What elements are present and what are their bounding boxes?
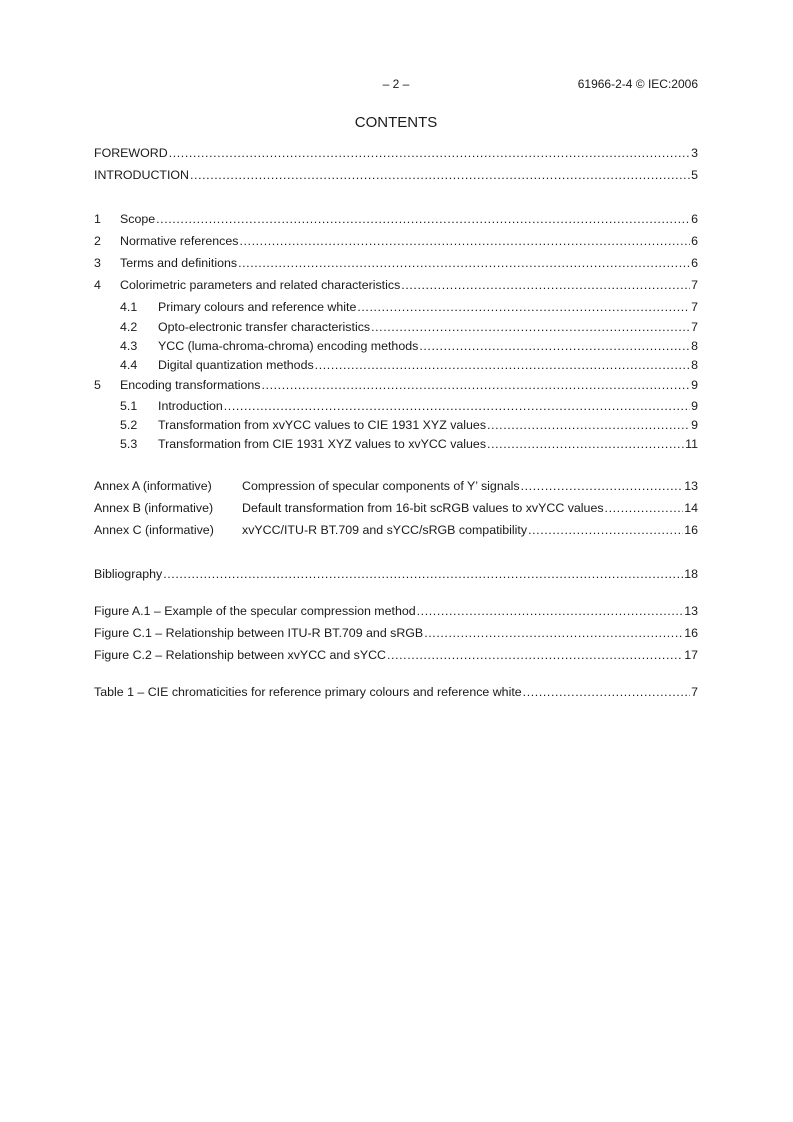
dot-leader: [417, 603, 684, 619]
dot-leader: [169, 145, 690, 161]
toc-entry-number: 4: [94, 278, 101, 292]
dot-leader: [521, 478, 684, 494]
dot-leader: [487, 417, 690, 433]
toc-entry-label: Terms and definitions: [120, 256, 238, 270]
page-number: – 2 –: [382, 77, 410, 91]
toc-entry-annex[interactable]: [94, 478, 698, 494]
dot-leader: [424, 625, 683, 641]
toc-entry-clause[interactable]: [94, 277, 698, 293]
dot-leader: [156, 211, 690, 227]
toc-entry-figure[interactable]: [94, 647, 698, 663]
toc-entry-label: Default transformation from 16-bit scRGB values to xvYCC values: [242, 501, 604, 515]
toc-entry-annex[interactable]: [94, 500, 698, 516]
toc-entry-page: 7: [691, 320, 698, 334]
dot-leader: [262, 377, 691, 393]
dot-leader: [528, 522, 683, 538]
toc-entry-label: Digital quantization methods: [158, 358, 314, 372]
dot-leader: [315, 357, 690, 373]
toc-entry-page: 8: [691, 339, 698, 353]
toc-entry-figure[interactable]: [94, 603, 698, 619]
toc-entry-page: 13: [684, 604, 698, 618]
page-title: CONTENTS: [354, 114, 438, 131]
toc-entry-number: 5.1: [120, 399, 138, 413]
toc-entry-label: Primary colours and reference white: [158, 300, 357, 314]
toc-entry-label: xvYCC/ITU-R BT.709 and sYCC/sRGB compatibility: [242, 523, 528, 537]
page-header: [94, 77, 698, 93]
toc-entry-number: 5: [94, 378, 101, 392]
toc-entry-label: Figure C.2 – Relationship between xvYCC and sYCC: [94, 648, 387, 662]
dot-leader: [401, 277, 690, 293]
toc-entry-page: 7: [691, 278, 698, 292]
toc-entry-clause[interactable]: [94, 255, 698, 271]
toc-entry-label: Transformation from CIE 1931 XYZ values to xvYCC values: [158, 437, 487, 451]
toc-entry-number: 4.3: [120, 339, 138, 353]
toc-entry-label: Table 1 – CIE chromaticities for reference primary colours and reference white: [94, 685, 522, 699]
toc-entry-page: 18: [684, 567, 698, 581]
toc-entry-number: 4.1: [120, 300, 138, 314]
dot-leader: [487, 436, 684, 452]
toc-entry-page: 7: [691, 300, 698, 314]
toc-entry-page: 16: [684, 626, 698, 640]
toc-entry-figure[interactable]: [94, 625, 698, 641]
toc-entry-page: 16: [684, 523, 698, 537]
toc-entry-page: 7: [691, 685, 698, 699]
toc-entry-page: 13: [684, 479, 698, 493]
toc-entry-label: Encoding transformations: [120, 378, 261, 392]
dot-leader: [387, 647, 683, 663]
toc-entry-number: 4.2: [120, 320, 138, 334]
toc-entry-page: 3: [691, 146, 698, 160]
toc-entry-number: Annex C (informative): [94, 523, 214, 537]
toc-entry-page: 5: [691, 168, 698, 182]
dot-leader: [357, 299, 690, 315]
toc-entry-table[interactable]: [94, 684, 698, 700]
toc-entry-label: Figure A.1 – Example of the specular compression method: [94, 604, 416, 618]
toc-entry-label: Compression of specular components of Y’ signals: [242, 479, 520, 493]
toc-entry-bibliography[interactable]: [94, 566, 698, 582]
toc-entry-label: FOREWORD: [94, 146, 168, 160]
toc-entry-subclause[interactable]: [120, 319, 698, 335]
dot-leader: [190, 167, 690, 183]
toc-entry-page: 6: [691, 234, 698, 248]
toc-entry-subclause[interactable]: [120, 357, 698, 373]
toc-entry-number: 5.3: [120, 437, 138, 451]
toc-entry-label: Colorimetric parameters and related characteristics: [120, 278, 401, 292]
toc-entry-subclause[interactable]: [120, 436, 698, 452]
toc-entry-page: 17: [684, 648, 698, 662]
toc-entry-label: Bibliography: [94, 567, 163, 581]
dot-leader: [239, 233, 690, 249]
toc-entry-number: 5.2: [120, 418, 138, 432]
toc-entry-clause[interactable]: [94, 377, 698, 393]
toc-entry-label: Scope: [120, 212, 156, 226]
toc-entry-page: 14: [684, 501, 698, 515]
toc-entry-number: 2: [94, 234, 101, 248]
toc-entry-label: INTRODUCTION: [94, 168, 189, 182]
toc-entry-page: 8: [691, 358, 698, 372]
toc-entry-subclause[interactable]: [120, 338, 698, 354]
toc-entry-clause[interactable]: [94, 233, 698, 249]
toc-entry-label: Figure C.1 – Relationship between ITU-R BT.709 and sRGB: [94, 626, 424, 640]
toc-entry-label: Opto-electronic transfer characteristics: [158, 320, 371, 334]
toc-entry-subclause[interactable]: [120, 299, 698, 315]
toc-entry-subclause[interactable]: [120, 398, 698, 414]
dot-leader: [419, 338, 690, 354]
toc-entry-number: 4.4: [120, 358, 138, 372]
toc-entry-page: 9: [691, 399, 698, 413]
toc-entry-number: Annex A (informative): [94, 479, 212, 493]
toc-entry-label: YCC (luma-chroma-chroma) encoding methods: [158, 339, 419, 353]
dot-leader: [371, 319, 690, 335]
toc-entry-number: 1: [94, 212, 101, 226]
toc-entry-page: 9: [691, 418, 698, 432]
toc-entry-clause[interactable]: [94, 211, 698, 227]
dot-leader: [605, 500, 684, 516]
dot-leader: [523, 684, 690, 700]
dot-leader: [224, 398, 690, 414]
dot-leader: [163, 566, 683, 582]
toc-entry-subclause[interactable]: [120, 417, 698, 433]
toc-entry-number: Annex B (informative): [94, 501, 214, 515]
toc-entry-label: Transformation from xvYCC values to CIE 1931 XYZ values: [158, 418, 487, 432]
document-id: 61966-2-4 © IEC:2006: [577, 77, 698, 91]
toc-entry-label: Normative references: [120, 234, 239, 248]
toc-entry-page: 6: [691, 212, 698, 226]
toc-entry-number: 3: [94, 256, 101, 270]
toc-entry-page: 6: [691, 256, 698, 270]
toc-entry-page: 11: [685, 437, 698, 451]
toc-entry-label: Introduction: [158, 399, 223, 413]
toc-entry-introduction[interactable]: [94, 167, 698, 183]
toc-entry-foreword[interactable]: [94, 145, 698, 161]
dot-leader: [238, 255, 690, 271]
toc-entry-annex[interactable]: [94, 522, 698, 538]
toc-entry-page: 9: [691, 378, 698, 392]
